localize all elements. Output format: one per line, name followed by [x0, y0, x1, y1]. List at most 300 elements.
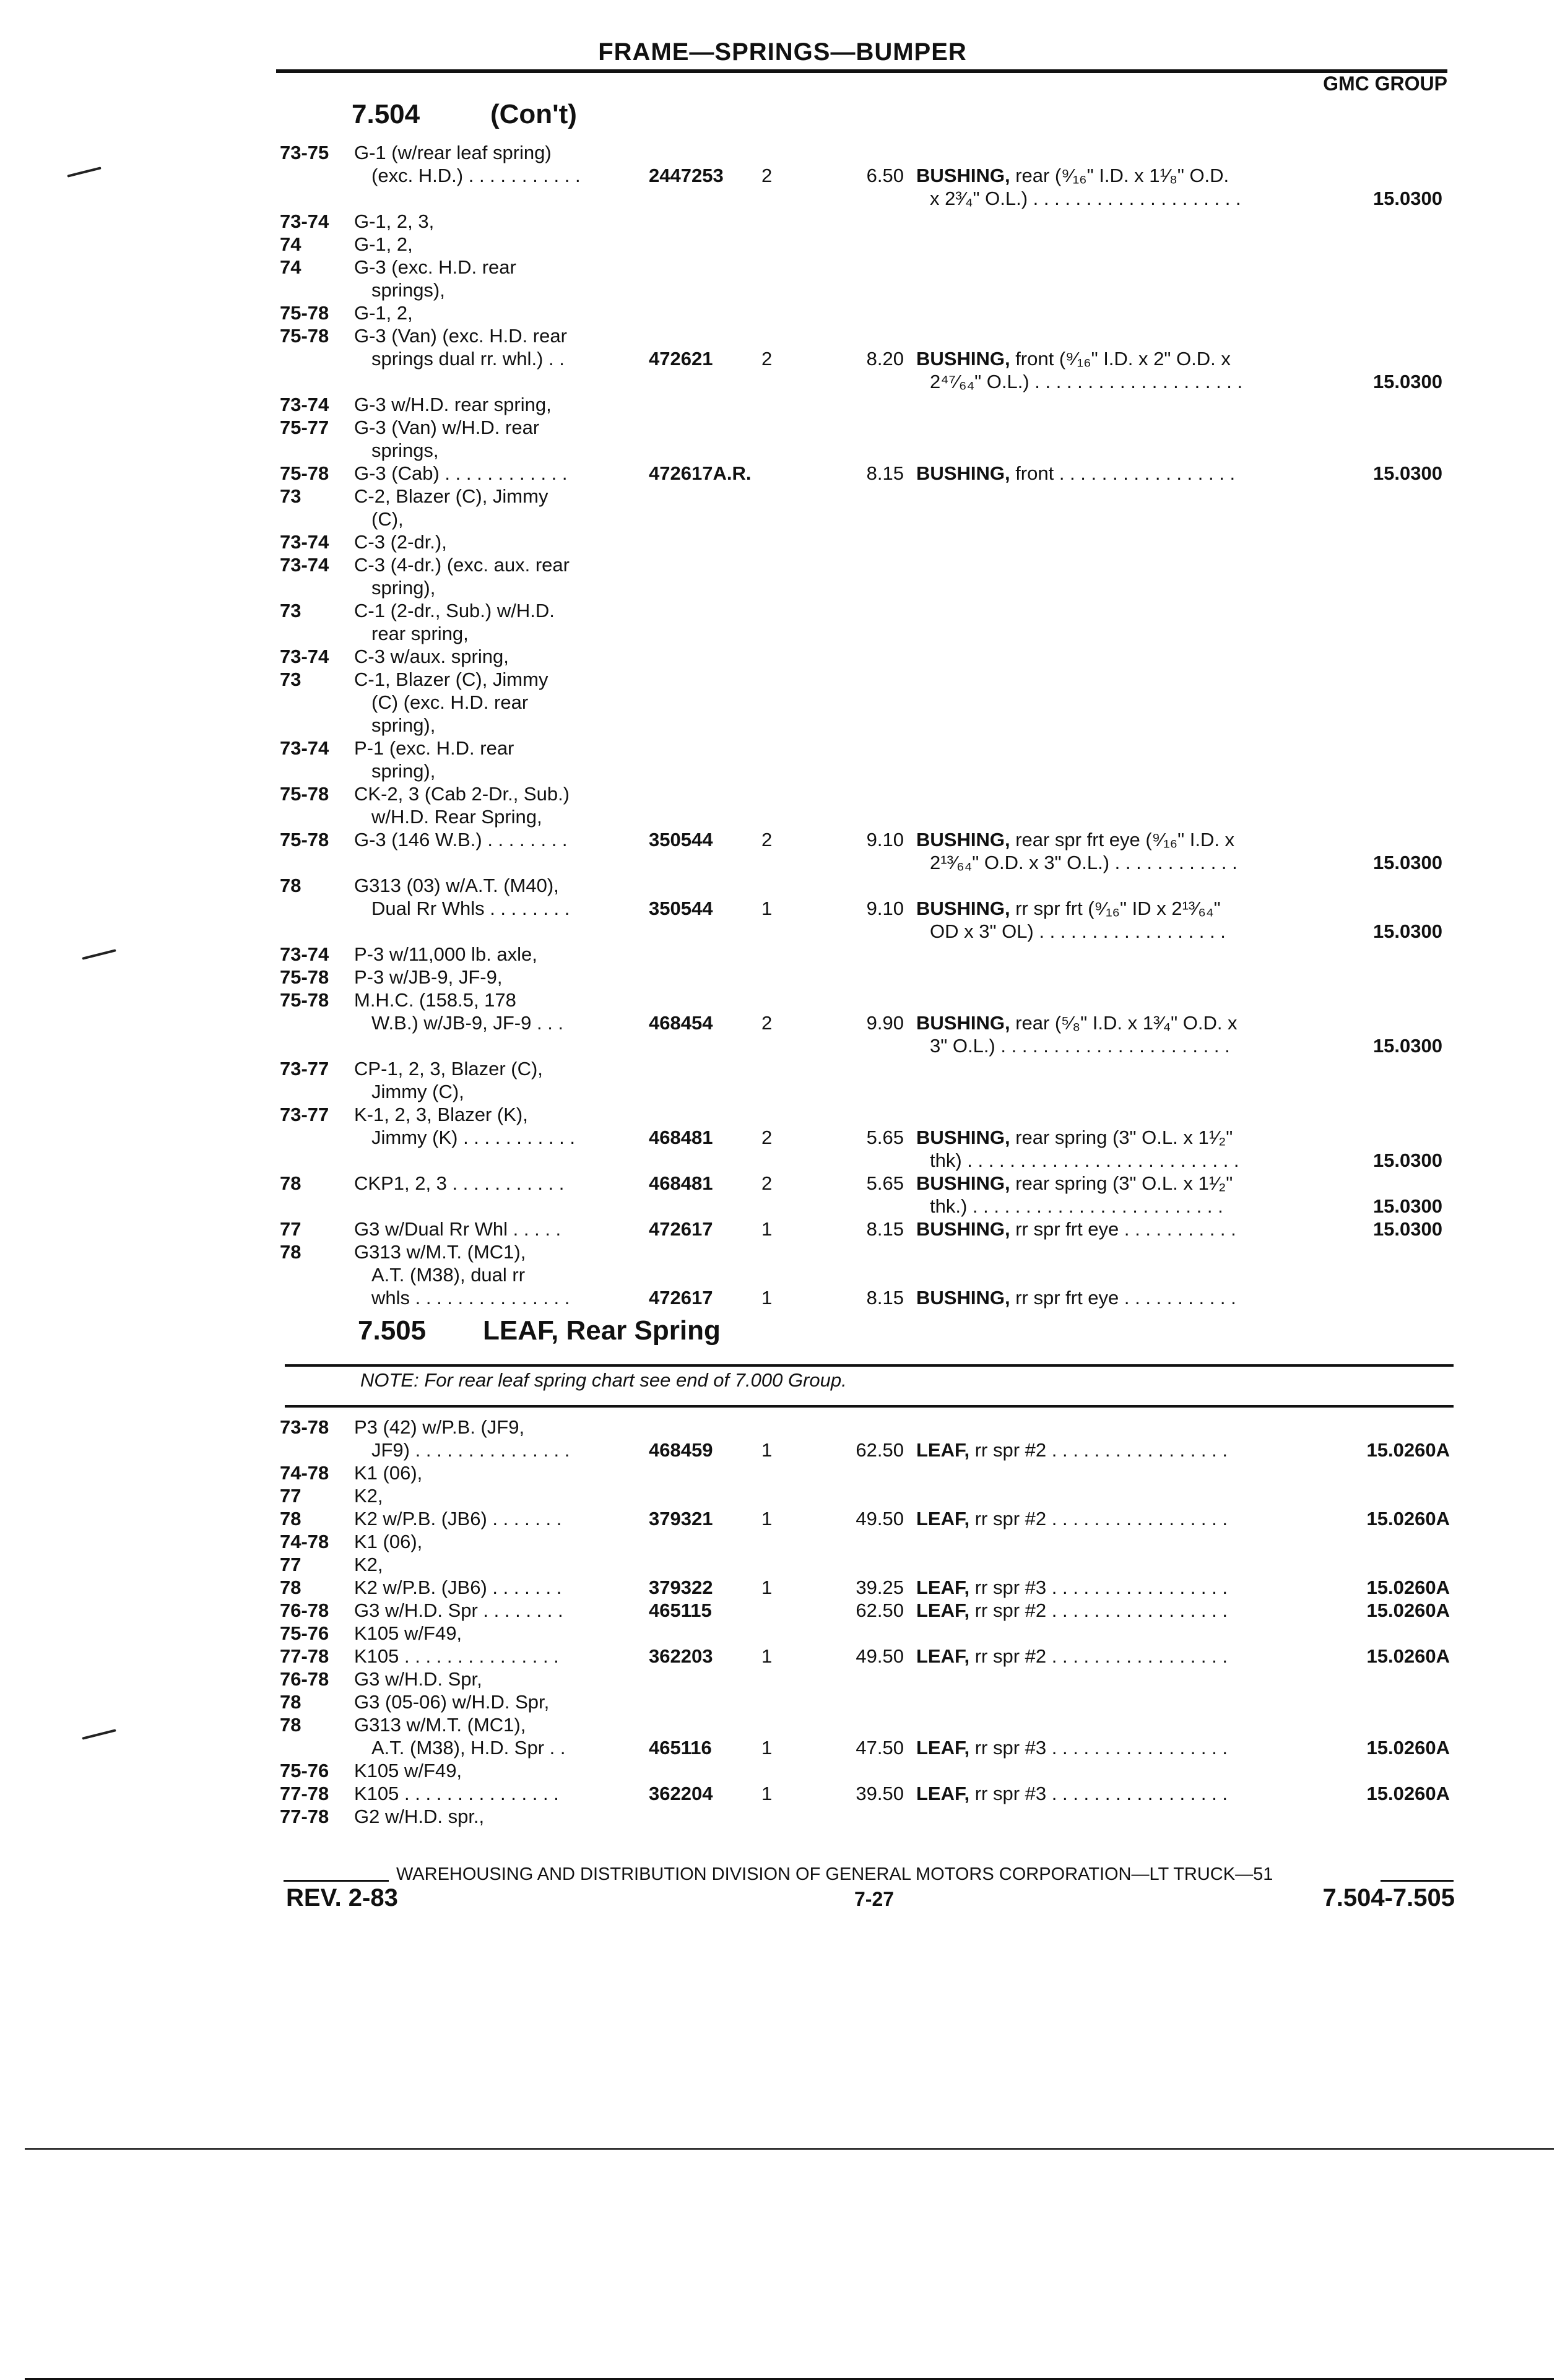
price: 9.10 — [866, 898, 904, 919]
part-name: BUSHING, — [916, 348, 1010, 370]
part-spec: front (⁹⁄₁₆" I.D. x 2" O.D. x — [1010, 348, 1231, 370]
quantity: 2 — [761, 348, 773, 370]
year-range: 75-76 — [280, 1622, 329, 1644]
model-application: springs, — [371, 439, 439, 461]
table-row — [0, 393, 1565, 416]
table-row — [0, 485, 1565, 508]
year-range: 75-76 — [280, 1760, 329, 1781]
part-spec: rr spr #3 . . . . . . . . . . . . . . . . . — [969, 1783, 1228, 1804]
year-range: 73-77 — [280, 1104, 329, 1125]
part-spec: rr spr #3 . . . . . . . . . . . . . . . . . — [969, 1577, 1228, 1598]
table-row — [0, 1759, 1565, 1782]
part-description — [916, 1172, 1233, 1195]
year-range: 73 — [280, 600, 301, 621]
table-row — [0, 599, 1565, 622]
price: 62.50 — [856, 1439, 904, 1461]
scan-edge-line — [25, 2148, 1554, 2150]
table-row — [0, 1057, 1565, 1080]
price: 39.25 — [856, 1577, 904, 1598]
part-description — [916, 1218, 1236, 1240]
part-number: 468481 — [649, 1172, 713, 1194]
table-row — [0, 782, 1565, 805]
table-row — [0, 1599, 1565, 1622]
model-application: (exc. H.D.) . . . . . . . . . . . — [371, 165, 581, 186]
part-description — [916, 462, 1235, 485]
part-spec: rear (⁵⁄₈" I.D. x 1³⁄₄" O.D. x — [1010, 1012, 1238, 1034]
catalog-number: 15.0260A — [1366, 1439, 1450, 1461]
price: 9.90 — [866, 1012, 904, 1034]
part-description — [916, 347, 1231, 370]
table-row — [0, 233, 1565, 256]
model-application: whls . . . . . . . . . . . . . . . — [371, 1287, 570, 1309]
model-application: G-1, 2, 3, — [354, 210, 435, 232]
part-name: LEAF, — [916, 1783, 970, 1804]
model-application: C-2, Blazer (C), Jimmy — [354, 485, 548, 507]
table-row — [0, 1576, 1565, 1599]
table-row — [0, 737, 1565, 759]
table-row — [0, 897, 1565, 920]
model-application: K105 w/F49, — [354, 1622, 462, 1644]
price: 6.50 — [866, 165, 904, 186]
year-range: 73-74 — [280, 210, 329, 232]
year-range: 77-78 — [280, 1806, 329, 1827]
part-name: BUSHING, — [916, 1127, 1010, 1148]
quantity: 1 — [761, 1508, 773, 1530]
catalog-number: 15.0300 — [1372, 462, 1442, 484]
revision-label: REV. 2-83 — [286, 1884, 398, 1911]
year-range: 75-78 — [280, 302, 329, 324]
part-name: LEAF, — [916, 1599, 970, 1621]
year-range: 74 — [280, 256, 301, 278]
model-application: C-3 (4-dr.) (exc. aux. rear — [354, 554, 570, 576]
part-description — [930, 851, 1238, 874]
part-description — [930, 1195, 1223, 1218]
part-spec: rr spr frt eye . . . . . . . . . . . — [1010, 1287, 1236, 1309]
model-application: G3 w/H.D. Spr, — [354, 1668, 482, 1690]
model-application: G3 w/Dual Rr Whl . . . . . — [354, 1218, 561, 1240]
quantity: 1 — [761, 1439, 773, 1461]
year-range: 78 — [280, 1241, 301, 1263]
model-application: A.T. (M38), H.D. Spr . . — [371, 1737, 566, 1759]
model-application: Jimmy (C), — [371, 1081, 464, 1102]
table-row — [0, 370, 1565, 393]
year-range: 77 — [280, 1485, 301, 1507]
year-range: 77-78 — [280, 1783, 329, 1804]
table-row — [0, 943, 1565, 966]
part-spec: rear spring (3" O.L. x 1¹⁄₂" — [1010, 1127, 1233, 1148]
price: 8.15 — [866, 462, 904, 484]
table-row — [0, 439, 1565, 462]
model-application: A.T. (M38), dual rr — [371, 1264, 526, 1286]
part-name: LEAF, — [916, 1508, 970, 1530]
part-number: 472617A.R. — [649, 462, 752, 484]
model-application: (C), — [371, 508, 404, 530]
table-row — [0, 324, 1565, 347]
table-row — [0, 1736, 1565, 1759]
model-application: G2 w/H.D. spr., — [354, 1806, 485, 1827]
table-row — [0, 1103, 1565, 1126]
year-range: 77-78 — [280, 1645, 329, 1667]
model-application: G3 (05-06) w/H.D. Spr, — [354, 1691, 550, 1713]
catalog-number: 15.0260A — [1366, 1508, 1450, 1530]
year-range: 77 — [280, 1554, 301, 1575]
section-number-2: 7.505 — [358, 1315, 427, 1346]
model-application: K2 w/P.B. (JB6) . . . . . . . — [354, 1577, 562, 1598]
year-range: 73-74 — [280, 531, 329, 553]
quantity: 1 — [761, 898, 773, 919]
part-spec: rear spr frt eye (⁹⁄₁₆" I.D. x — [1010, 829, 1235, 850]
part-description — [916, 1439, 1228, 1461]
catalog-number: 15.0260A — [1366, 1599, 1450, 1621]
model-application: G-3 (146 W.B.) . . . . . . . . — [354, 829, 568, 850]
table-row — [0, 530, 1565, 553]
part-spec: rr spr #3 . . . . . . . . . . . . . . . . . — [969, 1737, 1228, 1759]
model-application: K105 . . . . . . . . . . . . . . . — [354, 1645, 559, 1667]
table-row — [0, 1034, 1565, 1057]
part-spec: rr spr frt eye . . . . . . . . . . . — [1010, 1218, 1236, 1240]
table-row — [0, 920, 1565, 943]
catalog-number: 15.0300 — [1372, 371, 1442, 392]
year-range: 74 — [280, 233, 301, 255]
part-number: 465116 — [649, 1737, 712, 1759]
part-name: LEAF, — [916, 1439, 970, 1461]
price: 5.65 — [866, 1127, 904, 1148]
table-row — [0, 187, 1565, 210]
table-row — [0, 622, 1565, 645]
model-application: K2, — [354, 1485, 383, 1507]
table-row — [0, 828, 1565, 851]
catalog-number: 15.0300 — [1372, 1149, 1442, 1171]
model-application: G313 w/M.T. (MC1), — [354, 1714, 526, 1736]
year-range: 76-78 — [280, 1668, 329, 1690]
year-range: 73-74 — [280, 943, 329, 965]
model-application: P-3 w/JB-9, JF-9, — [354, 966, 503, 988]
part-name: BUSHING, — [916, 462, 1010, 484]
part-number: 379321 — [649, 1508, 713, 1530]
model-application: C-1 (2-dr., Sub.) w/H.D. — [354, 600, 555, 621]
price: 9.10 — [866, 829, 904, 850]
table-row — [0, 1461, 1565, 1484]
catalog-number: 15.0300 — [1372, 920, 1442, 942]
part-description — [930, 1149, 1239, 1172]
note-rule-top — [285, 1364, 1454, 1367]
part-description — [916, 1507, 1228, 1530]
price: 47.50 — [856, 1737, 904, 1759]
model-application: G-3 (Van) w/H.D. rear — [354, 417, 540, 438]
quantity: 1 — [761, 1645, 773, 1667]
part-number: 465115 — [649, 1599, 712, 1621]
table-row — [0, 1080, 1565, 1103]
year-range: 73-74 — [280, 394, 329, 415]
table-row — [0, 462, 1565, 485]
year-range: 73-75 — [280, 142, 329, 163]
model-application: K1 (06), — [354, 1462, 423, 1484]
year-range: 75-77 — [280, 417, 329, 438]
part-description — [916, 1645, 1228, 1668]
page-title: FRAME—SPRINGS—BUMPER — [598, 38, 967, 66]
table-row — [0, 1416, 1565, 1439]
model-application: K1 (06), — [354, 1531, 423, 1552]
part-description — [916, 1126, 1233, 1149]
model-application: G-1, 2, — [354, 302, 413, 324]
table-row — [0, 668, 1565, 691]
year-range: 73-74 — [280, 737, 329, 759]
table-row — [0, 164, 1565, 187]
part-spec: rr spr frt (⁹⁄₁₆" ID x 2¹³⁄₆₄" — [1010, 898, 1221, 919]
model-application: (C) (exc. H.D. rear — [371, 691, 529, 713]
price: 62.50 — [856, 1599, 904, 1621]
catalog-number: 15.0260A — [1366, 1577, 1450, 1598]
table-row — [0, 210, 1565, 233]
footer-rule-right — [1381, 1880, 1454, 1882]
table-row — [0, 347, 1565, 370]
part-spec: rr spr #2 . . . . . . . . . . . . . . . . . — [969, 1508, 1228, 1530]
part-spec: 3" O.L.) . . . . . . . . . . . . . . . . . . . . . . — [930, 1035, 1230, 1057]
table-row — [0, 1713, 1565, 1736]
note-rule-bottom — [285, 1405, 1454, 1408]
model-application: P3 (42) w/P.B. (JF9, — [354, 1416, 525, 1438]
part-description — [930, 187, 1241, 210]
footer-division: WAREHOUSING AND DISTRIBUTION DIVISION OF GENERAL MOTORS CORPORATION—LT TRUCK—51 — [396, 1864, 1273, 1884]
year-range: 78 — [280, 1714, 301, 1736]
quantity: 2 — [761, 1012, 773, 1034]
year-range: 78 — [280, 1172, 301, 1194]
part-description — [916, 164, 1229, 187]
table-row — [0, 645, 1565, 668]
quantity: 1 — [761, 1287, 773, 1309]
table-row — [0, 691, 1565, 714]
part-name: BUSHING, — [916, 1218, 1010, 1240]
model-application: K2 w/P.B. (JB6) . . . . . . . — [354, 1508, 562, 1530]
year-range: 75-78 — [280, 989, 329, 1011]
part-spec: rr spr #2 . . . . . . . . . . . . . . . . . — [969, 1645, 1228, 1667]
part-description — [916, 897, 1221, 920]
model-application: M.H.C. (158.5, 178 — [354, 989, 516, 1011]
model-application: w/H.D. Rear Spring, — [371, 806, 542, 828]
table-row — [0, 1240, 1565, 1263]
model-application: JF9) . . . . . . . . . . . . . . . — [371, 1439, 570, 1461]
part-spec: front . . . . . . . . . . . . . . . . . — [1010, 462, 1236, 484]
part-number: 472617 — [649, 1287, 713, 1309]
table-row — [0, 416, 1565, 439]
table-row — [0, 576, 1565, 599]
model-application: K2, — [354, 1554, 383, 1575]
quantity: 1 — [761, 1218, 773, 1240]
part-number: 362204 — [649, 1783, 713, 1804]
table-row — [0, 1507, 1565, 1530]
table-row — [0, 1645, 1565, 1668]
table-row — [0, 553, 1565, 576]
model-application: W.B.) w/JB-9, JF-9 . . . — [371, 1012, 564, 1034]
model-application: P-3 w/11,000 lb. axle, — [354, 943, 537, 965]
table-row — [0, 1530, 1565, 1553]
table-row — [0, 508, 1565, 530]
model-application: G-3 w/H.D. rear spring, — [354, 394, 552, 415]
part-spec: 2¹³⁄₆₄" O.D. x 3" O.L.) . . . . . . . . . . . . — [930, 852, 1238, 873]
year-range: 75-78 — [280, 966, 329, 988]
year-range: 73-74 — [280, 554, 329, 576]
table-row — [0, 805, 1565, 828]
table-row — [0, 759, 1565, 782]
part-number: 468454 — [649, 1012, 713, 1034]
table-row — [0, 1011, 1565, 1034]
part-description — [930, 1034, 1230, 1057]
model-application: K-1, 2, 3, Blazer (K), — [354, 1104, 528, 1125]
table-row — [0, 1553, 1565, 1576]
footer-rule-left — [284, 1880, 389, 1882]
price: 8.20 — [866, 348, 904, 370]
year-range: 78 — [280, 1691, 301, 1713]
quantity: 2 — [761, 1172, 773, 1194]
model-application: spring), — [371, 760, 436, 782]
part-name: LEAF, — [916, 1645, 970, 1667]
model-application: Jimmy (K) . . . . . . . . . . . — [371, 1127, 575, 1148]
table-row — [0, 1782, 1565, 1805]
table-row — [0, 256, 1565, 279]
section-title: (Con't) — [490, 99, 577, 129]
table-row — [0, 1263, 1565, 1286]
part-name: BUSHING, — [916, 165, 1010, 186]
section-title-2: LEAF, Rear Spring — [483, 1315, 721, 1346]
part-description — [916, 828, 1234, 851]
price: 8.15 — [866, 1218, 904, 1240]
model-application: CP-1, 2, 3, Blazer (C), — [354, 1058, 543, 1080]
model-application: spring), — [371, 577, 436, 599]
model-application: G313 w/M.T. (MC1), — [354, 1241, 526, 1263]
year-range: 77 — [280, 1218, 301, 1240]
part-number: 379322 — [649, 1577, 713, 1598]
model-application: C-1, Blazer (C), Jimmy — [354, 669, 548, 690]
quantity: 1 — [761, 1783, 773, 1804]
part-spec: rear (⁹⁄₁₆" I.D. x 1¹⁄₈" O.D. — [1010, 165, 1229, 186]
year-range: 75-78 — [280, 462, 329, 484]
part-description — [916, 1782, 1228, 1805]
table-row — [0, 1126, 1565, 1149]
catalog-number: 15.0260A — [1366, 1783, 1450, 1804]
part-name: LEAF, — [916, 1737, 970, 1759]
part-number: 350544 — [649, 829, 713, 850]
model-application: CKP1, 2, 3 . . . . . . . . . . . — [354, 1172, 565, 1194]
catalog-number: 15.0300 — [1372, 188, 1442, 209]
year-range: 78 — [280, 1508, 301, 1530]
section-number: 7.504 — [352, 99, 420, 129]
quantity: 2 — [761, 1127, 773, 1148]
table-row — [0, 1484, 1565, 1507]
table-row — [0, 966, 1565, 989]
part-description — [916, 1286, 1236, 1309]
catalog-number: 15.0300 — [1372, 852, 1442, 873]
part-number: 472617 — [649, 1218, 713, 1240]
table-row — [0, 1439, 1565, 1461]
model-application: G-3 (exc. H.D. rear — [354, 256, 516, 278]
quantity: 1 — [761, 1577, 773, 1598]
table-row — [0, 1286, 1565, 1309]
year-range: 74-78 — [280, 1531, 329, 1552]
model-application: rear spring, — [371, 623, 469, 644]
part-description — [916, 1736, 1228, 1759]
year-range: 75-78 — [280, 325, 329, 347]
catalog-number: 15.0300 — [1372, 1195, 1442, 1217]
year-range: 74-78 — [280, 1462, 329, 1484]
price: 5.65 — [866, 1172, 904, 1194]
part-spec: thk.) . . . . . . . . . . . . . . . . . . . . . . . . — [930, 1195, 1223, 1217]
part-description — [916, 1011, 1238, 1034]
model-application: G313 (03) w/A.T. (M40), — [354, 875, 559, 896]
model-application: G-3 (Van) (exc. H.D. rear — [354, 325, 567, 347]
part-spec: x 2³⁄₄" O.L.) . . . . . . . . . . . . . . . . . . . . — [930, 188, 1241, 209]
part-spec: OD x 3" OL) . . . . . . . . . . . . . . . . . . — [930, 920, 1226, 942]
note-text: NOTE: For rear leaf spring chart see end of 7.000 Group. — [360, 1369, 847, 1391]
group-tag: GMC GROUP — [1323, 72, 1447, 95]
model-application: G-3 (Cab) . . . . . . . . . . . . — [354, 462, 568, 484]
part-description — [930, 370, 1242, 393]
part-name: BUSHING, — [916, 1172, 1010, 1194]
year-range: 73-78 — [280, 1416, 329, 1438]
model-application: K105 . . . . . . . . . . . . . . . — [354, 1783, 559, 1804]
price: 49.50 — [856, 1508, 904, 1530]
table-row — [0, 1218, 1565, 1240]
table-row — [0, 989, 1565, 1011]
catalog-number: 15.0260A — [1366, 1737, 1450, 1759]
table-row — [0, 301, 1565, 324]
model-application: G-1 (w/rear leaf spring) — [354, 142, 552, 163]
year-range: 73-77 — [280, 1058, 329, 1080]
part-number: 362203 — [649, 1645, 713, 1667]
year-range: 75-78 — [280, 829, 329, 850]
part-description — [916, 1599, 1228, 1622]
catalog-number: 15.0300 — [1372, 1218, 1442, 1240]
part-name: LEAF, — [916, 1577, 970, 1598]
year-range: 75-78 — [280, 783, 329, 805]
part-number: 2447253 — [649, 165, 724, 186]
price: 39.50 — [856, 1783, 904, 1804]
part-description — [916, 1576, 1228, 1599]
part-spec: rr spr #2 . . . . . . . . . . . . . . . . . — [969, 1599, 1228, 1621]
quantity: 2 — [761, 829, 773, 850]
table-row — [0, 1668, 1565, 1690]
part-spec: thk) . . . . . . . . . . . . . . . . . . . . . . . . . . — [930, 1149, 1239, 1171]
year-range: 73 — [280, 485, 301, 507]
part-name: BUSHING, — [916, 1012, 1010, 1034]
model-application: G3 w/H.D. Spr . . . . . . . . — [354, 1599, 563, 1621]
part-name: BUSHING, — [916, 898, 1010, 919]
part-spec: rear spring (3" O.L. x 1¹⁄₂" — [1010, 1172, 1233, 1194]
model-application: K105 w/F49, — [354, 1760, 462, 1781]
part-spec: rr spr #2 . . . . . . . . . . . . . . . . . — [969, 1439, 1228, 1461]
model-application: G-1, 2, — [354, 233, 413, 255]
table-row — [0, 714, 1565, 737]
part-description — [930, 920, 1226, 943]
table-row — [0, 851, 1565, 874]
part-number: 468481 — [649, 1127, 713, 1148]
header-rule — [276, 69, 1447, 73]
table-row — [0, 874, 1565, 897]
price: 8.15 — [866, 1287, 904, 1309]
table-row — [0, 1195, 1565, 1218]
catalog-number: 15.0260A — [1366, 1645, 1450, 1667]
table-row — [0, 1172, 1565, 1195]
model-application: springs dual rr. whl.) . . — [371, 348, 565, 370]
part-number: 472621 — [649, 348, 713, 370]
part-name: BUSHING, — [916, 1287, 1010, 1309]
table-row — [0, 141, 1565, 164]
part-name: BUSHING, — [916, 829, 1010, 850]
model-application: springs), — [371, 279, 445, 301]
quantity: 1 — [761, 1737, 773, 1759]
page-range: 7.504-7.505 — [1322, 1884, 1455, 1911]
model-application: spring), — [371, 714, 436, 736]
quantity: 2 — [761, 165, 773, 186]
